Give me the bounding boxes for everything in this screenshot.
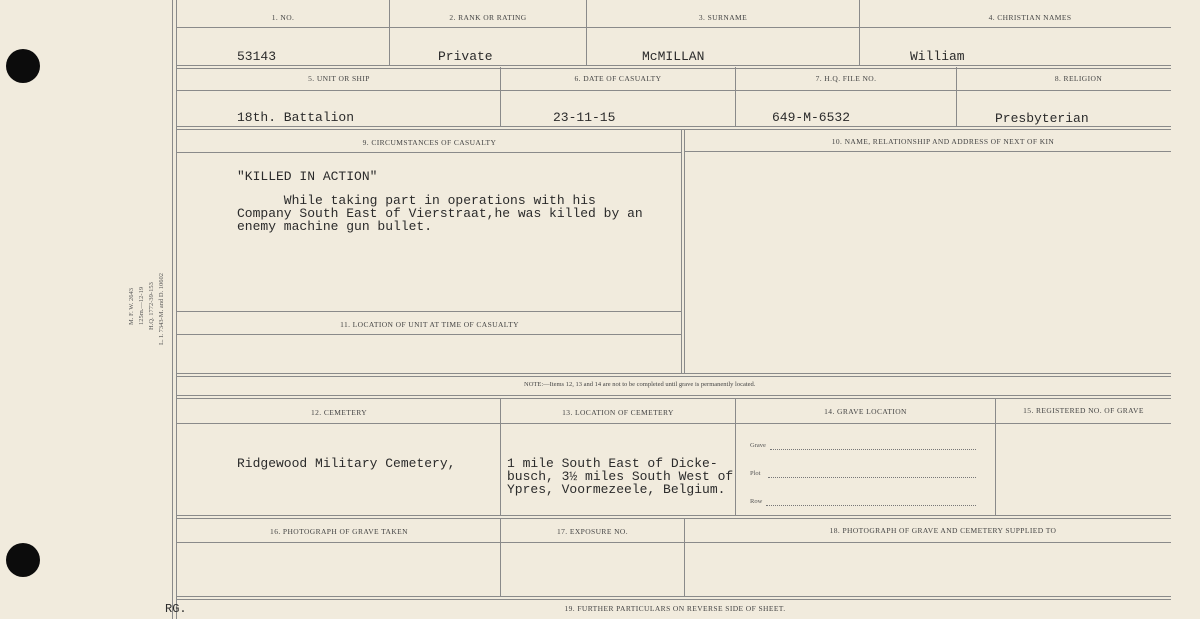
header-file: 7. H.Q. FILE NO. (815, 74, 877, 83)
side-code-4: L. I. 7343-M. and D. 10602 (158, 272, 165, 345)
circumstances-line-3: Company South East of Vierstraat,he was killed by an (237, 206, 643, 221)
corner-mark: RG. (165, 602, 187, 616)
value-surname: McMILLAN (642, 49, 705, 64)
value-rank: Private (438, 49, 493, 64)
header-registered: 15. REGISTERED NO. OF GRAVE (1023, 406, 1144, 415)
cem-location-line-1: 1 mile South East of Dicke- (507, 456, 718, 471)
cem-location-line-3: Ypres, Voormezeele, Belgium. (507, 482, 726, 497)
header-exposure: 17. EXPOSURE NO. (557, 527, 628, 536)
value-date: 23-11-15 (553, 110, 616, 125)
value-religion: Presbyterian (995, 111, 1089, 126)
plot-label: Plot (750, 470, 761, 477)
header-cem-location: 13. LOCATION OF CEMETERY (562, 408, 674, 417)
header-no: 1. NO. (271, 13, 295, 22)
circumstances-line-1: "KILLED IN ACTION" (237, 169, 378, 184)
header-photo-supplied: 18. PHOTOGRAPH OF GRAVE AND CEMETERY SUPPLIED TO (829, 526, 1057, 535)
header-surname: 3. SURNAME (698, 13, 748, 22)
header-location-unit: 11. LOCATION OF UNIT AT TIME OF CASUALTY (340, 320, 519, 329)
value-no: 53143 (237, 49, 277, 64)
circumstances-line-4: enemy machine gun bullet. (237, 219, 433, 234)
circumstances-line-2: While taking part in operations with his (237, 193, 596, 208)
punch-hole-top (6, 49, 40, 83)
header-circumstances: 9. CIRCUMSTANCES OF CASUALTY (362, 138, 497, 147)
header-further: 19. FURTHER PARTICULARS ON REVERSE SIDE OF SHEET. (564, 604, 786, 613)
value-file: 649-M-6532 (772, 110, 851, 125)
side-code-3: H.Q. 1772-39-153 (148, 282, 155, 330)
header-grave-location: 14. GRAVE LOCATION (824, 407, 907, 416)
header-religion: 8. RELIGION (1054, 74, 1103, 83)
side-code-2: 125m.—12-19 (138, 286, 145, 325)
header-date: 6. DATE OF CASUALTY (574, 74, 662, 83)
value-christian: William (910, 49, 965, 64)
punch-hole-bottom (6, 543, 40, 577)
grave-label: Grave (750, 442, 766, 449)
header-christian: 4. CHRISTIAN NAMES (988, 13, 1072, 22)
header-kin: 10. NAME, RELATIONSHIP AND ADDRESS OF NEXT OF KIN (831, 137, 1055, 146)
header-rank: 2. RANK OR RATING (449, 13, 527, 22)
value-cemetery: Ridgewood Military Cemetery, (237, 456, 456, 471)
header-unit: 5. UNIT OR SHIP (308, 74, 370, 83)
row-label: Row (750, 498, 763, 505)
value-unit: 18th. Battalion (237, 110, 355, 125)
header-photo-taken: 16. PHOTOGRAPH OF GRAVE TAKEN (270, 527, 408, 536)
cem-location-line-2: busch, 3½ miles South West of (507, 469, 734, 484)
note-text: NOTE:—Items 12, 13 and 14 are not to be completed until grave is permanently located. (524, 381, 756, 388)
side-code-1: M. F. W. 2643 (128, 287, 135, 325)
header-cemetery: 12. CEMETERY (310, 408, 368, 417)
